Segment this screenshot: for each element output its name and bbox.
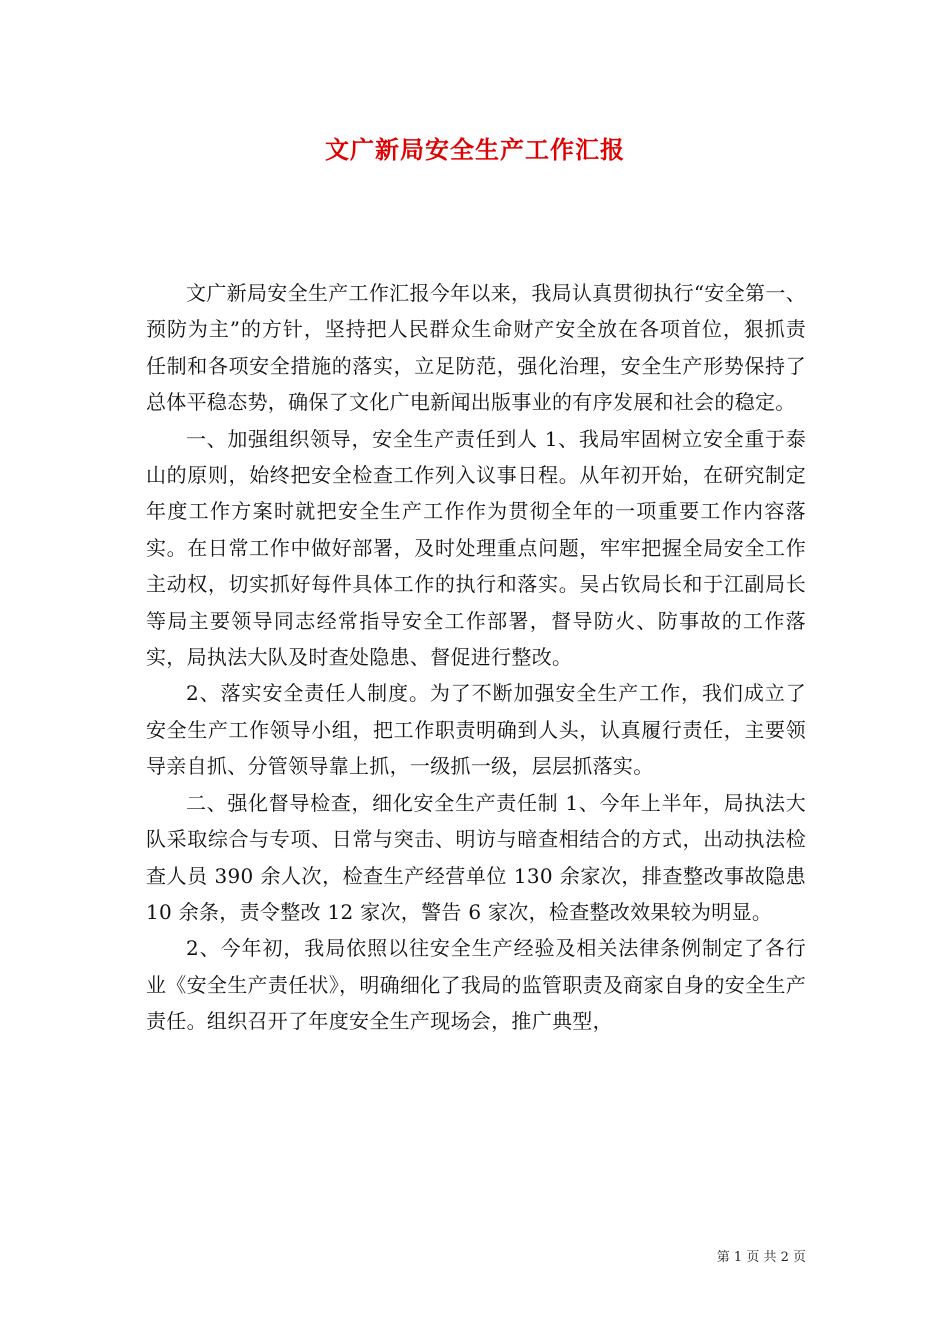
document-body	[146, 275, 806, 1040]
page-number: 第 1 页 共 2 页	[716, 1250, 806, 1265]
paragraph-section-2-item-2: 2、今年初，我局依照以往安全生产经验及相关法律条例制定了各行业《安全生产责任状》，明确细化了我局的监管职责及商家自身的安全生产责任。组织召开了年度安全生产现场会，推广典型，	[146, 936, 806, 1034]
paragraph-section-1: 一、加强组织领导，安全生产责任到人 1、我局牢固树立安全重于泰山的原则，始终把安全检查工作列入议事日程。从年初开始，在研究制定年度工作方案时就把安全生产工作作为贯彻全年的一项重要工作内容落实。在日常工作中做好部署，及时处理重点问题，牢牢把握全局安全工作主动权，切实抓好每件具体工作的执行和落实。吴占钦局长和于江副局长等局主要领导同志经常指导安全工作部署，督导防火、防事故的工作落实，局执法大队及时查处隐患、督促进行整改。	[146, 426, 806, 670]
paragraph-intro: 文广新局安全生产工作汇报今年以来，我局认真贯彻执行“安全第一、预防为主”的方针，坚持把人民群众生命财产安全放在各项首位，狠抓责任制和各项安全措施的落实，立足防范，强化治理，安全生产形势保持了总体平稳态势，确保了文化广电新闻出版事业的有序发展和社会的稳定。	[146, 281, 806, 415]
paragraph-section-1-item-2: 2、落实安全责任人制度。为了不断加强安全生产工作，我们成立了安全生产工作领导小组，把工作职责明确到人头，认真履行责任，主要领导亲自抓、分管领导靠上抓，一级抓一级，层层抓落实。	[146, 681, 806, 779]
paragraph-section-2: 二、强化督导检查，细化安全生产责任制 1、今年上半年，局执法大队采取综合与专项、日常与突击、明访与暗查相结合的方式，出动执法检查人员 390 余人次，检查生产经营单位 130 余家次，排查整改事故隐患 10 余条，责令整改 12 家次，警告 6 家次，检查整改效果较为明显。	[146, 790, 806, 924]
document-title: 文广新局安全生产工作汇报	[325, 135, 625, 164]
